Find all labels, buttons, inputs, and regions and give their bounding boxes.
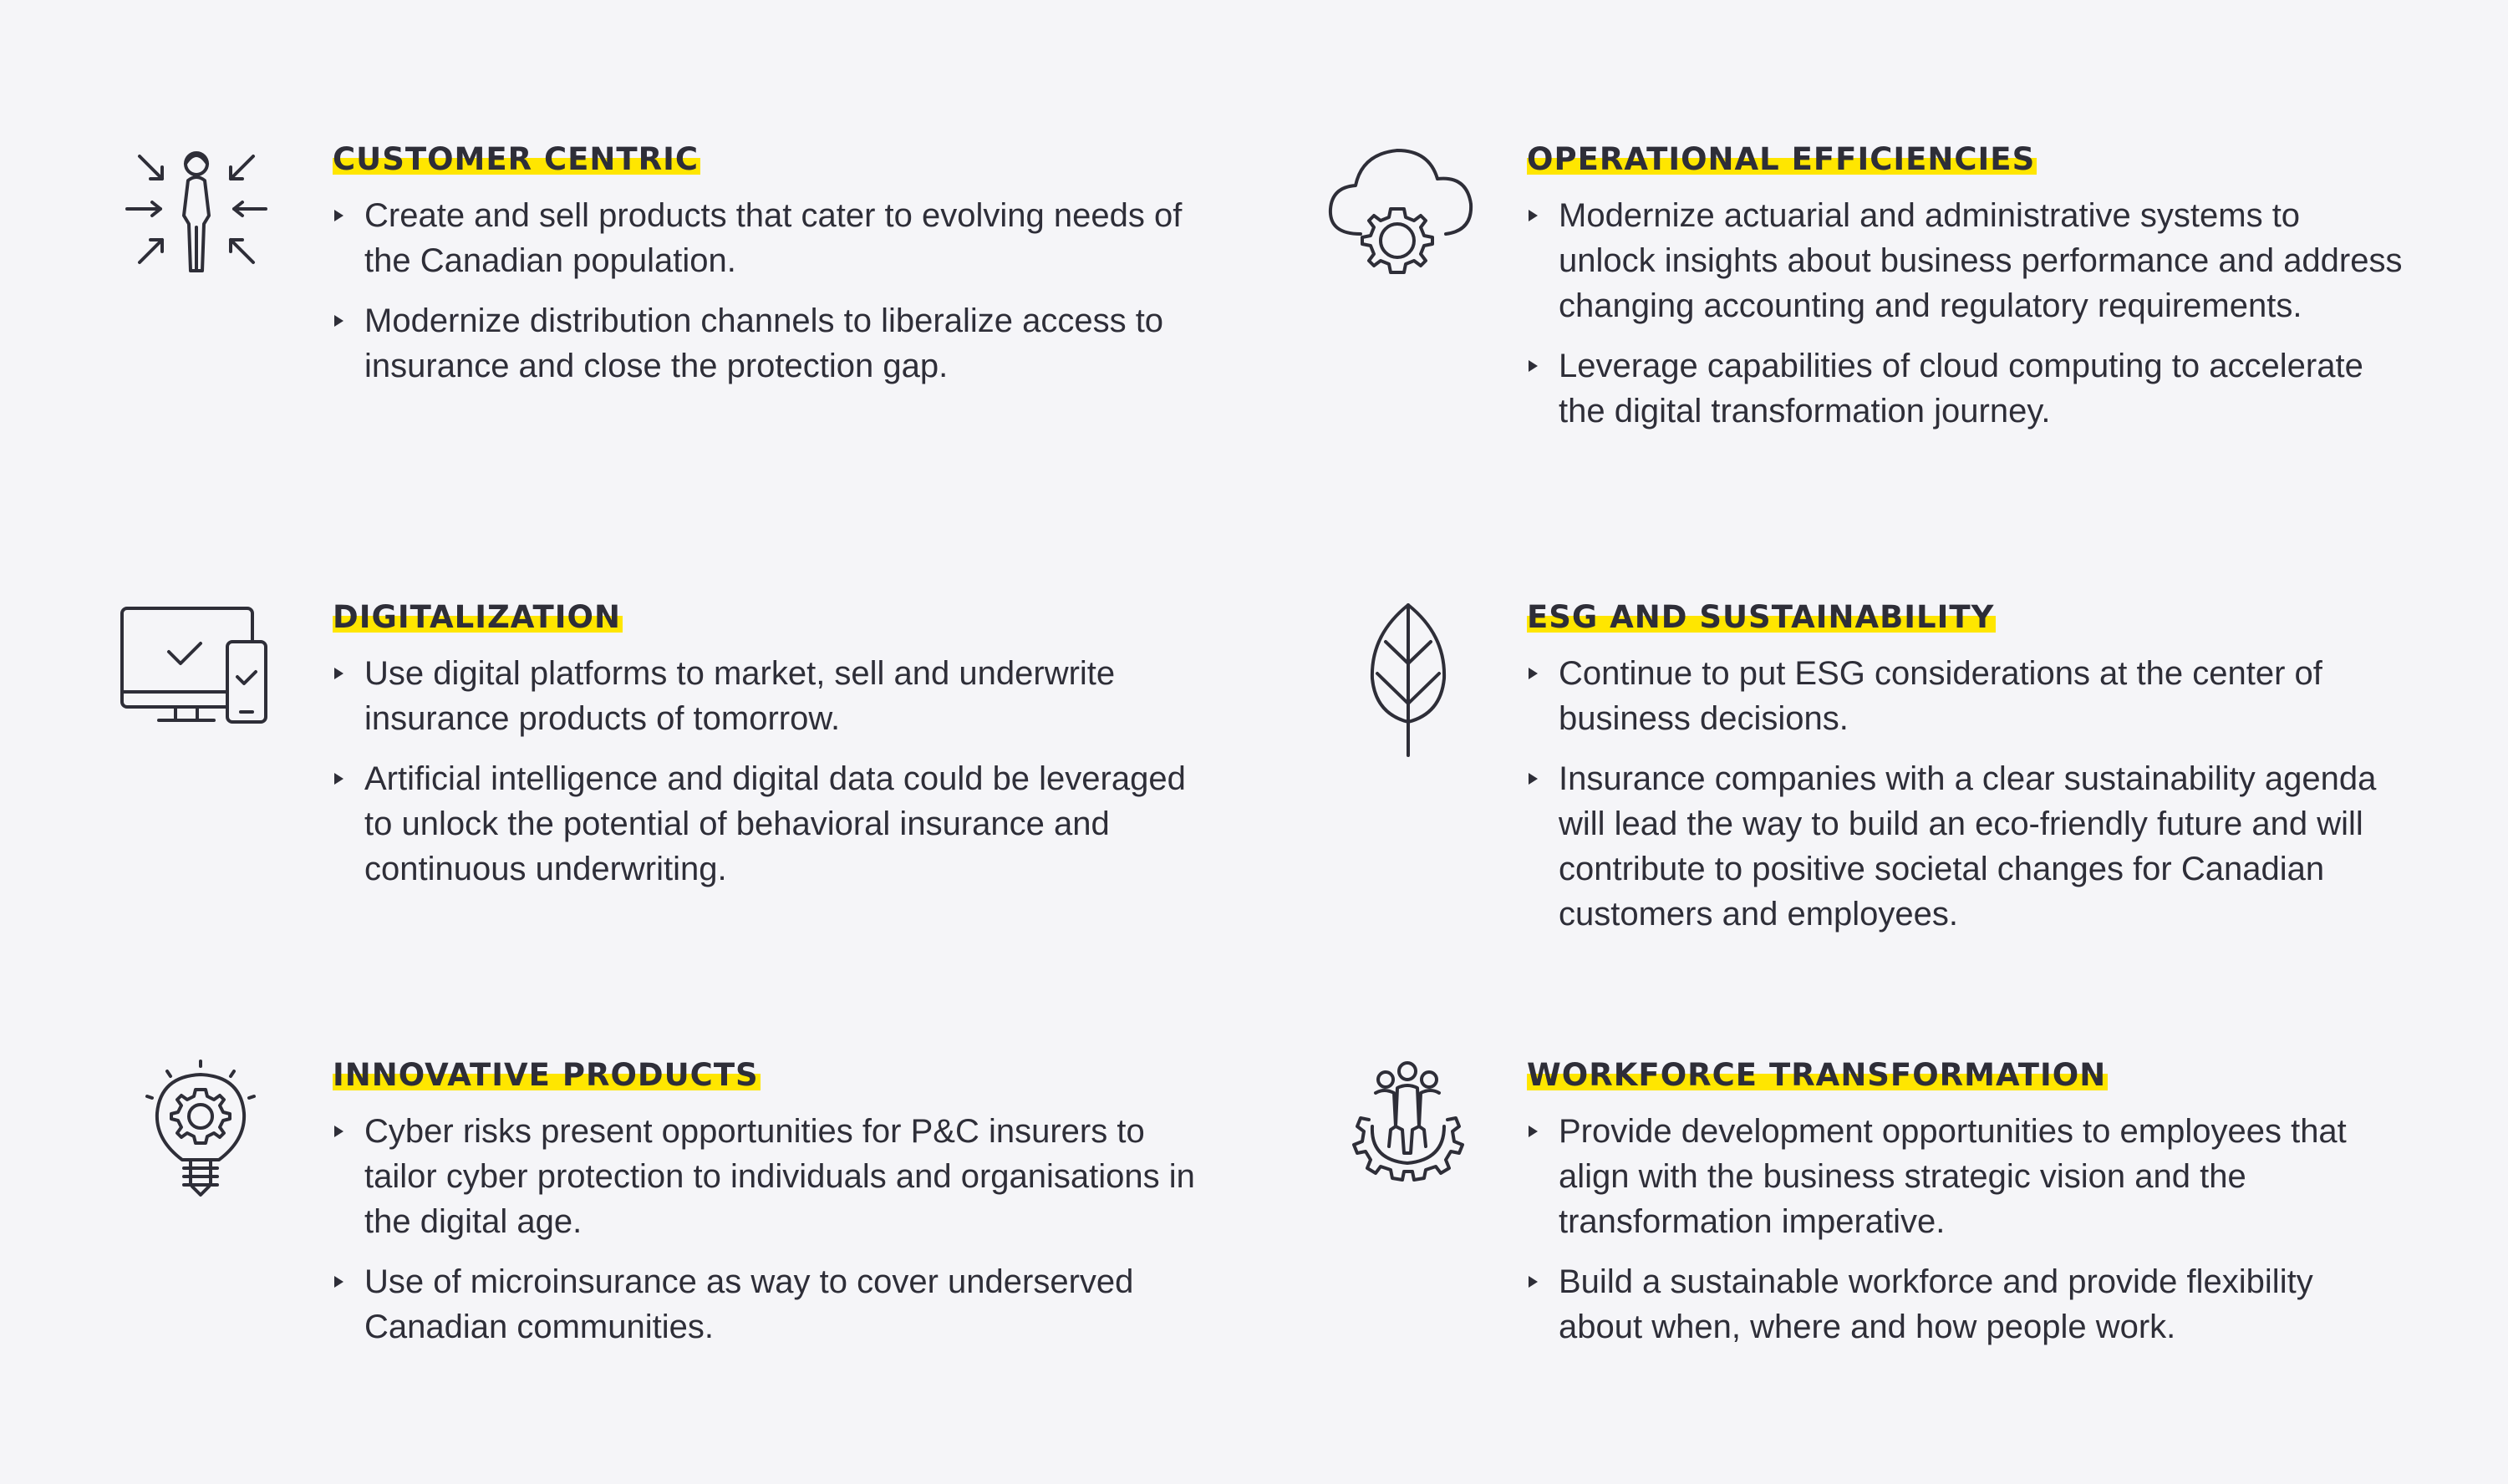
leaf-icon: [1320, 602, 1488, 752]
section-content: [1527, 141, 2404, 449]
bullet-list: [1527, 1109, 2404, 1349]
bullet-item: Insurance companies with a clear sustainability agenda will lead the way to build an eco-friendly future and will contribute to positive societal changes for Canadian customers and employees.: [1527, 756, 2404, 937]
section-content: [333, 141, 1210, 404]
bullet-list: [333, 1109, 1210, 1349]
customer-focus-icon: [117, 144, 284, 294]
section-content: [1527, 1057, 2404, 1365]
bullet-item: Artificial intelligence and digital data could be leveraged to unlock the potential of behavioral insurance and continuous underwriting.: [333, 756, 1210, 892]
bullet-item: Use of microinsurance as way to cover underserved Canadian communities.: [333, 1259, 1210, 1349]
bullet-list: [333, 651, 1210, 892]
bullet-item: Provide development opportunities to employees that align with the business strategic vision and the transformation imperative.: [1527, 1109, 2404, 1244]
bullet-item: Modernize distribution channels to liberalize access to insurance and close the protection gap.: [333, 298, 1210, 389]
section-title: ESG AND SUSTAINABILITY: [1527, 599, 1995, 635]
devices-check-icon: [117, 602, 284, 752]
section-title: WORKFORCE TRANSFORMATION: [1527, 1057, 2107, 1093]
cloud-gear-icon: [1320, 144, 1488, 294]
lightbulb-gear-icon: [117, 1060, 284, 1210]
section-title: INNOVATIVE PRODUCTS: [333, 1057, 759, 1093]
section-title: OPERATIONAL EFFICIENCIES: [1527, 141, 2036, 177]
bullet-item: Use digital platforms to market, sell and underwrite insurance products of tomorrow.: [333, 651, 1210, 741]
section-content: [333, 599, 1210, 907]
bullet-list: [333, 193, 1210, 389]
section-title: DIGITALIZATION: [333, 599, 621, 635]
bullet-item: Modernize actuarial and administrative systems to unlock insights about business performance and address changing accounting and regulatory requirements.: [1527, 193, 2404, 328]
section-content: [333, 1057, 1210, 1365]
bullet-item: Continue to put ESG considerations at the center of business decisions.: [1527, 651, 2404, 741]
bullet-item: Leverage capabilities of cloud computing to accelerate the digital transformation journey.: [1527, 343, 2404, 434]
bullet-list: [1527, 651, 2404, 937]
bullet-item: Create and sell products that cater to evolving needs of the Canadian population.: [333, 193, 1210, 283]
people-gear-icon: [1320, 1060, 1488, 1210]
bullet-list: [1527, 193, 2404, 434]
bullet-item: Cyber risks present opportunities for P&C insurers to tailor cyber protection to individuals and organisations in the digital age.: [333, 1109, 1210, 1244]
bullet-item: Build a sustainable workforce and provide flexibility about when, where and how people work.: [1527, 1259, 2404, 1349]
section-content: [1527, 599, 2404, 952]
section-title: CUSTOMER CENTRIC: [333, 141, 699, 177]
